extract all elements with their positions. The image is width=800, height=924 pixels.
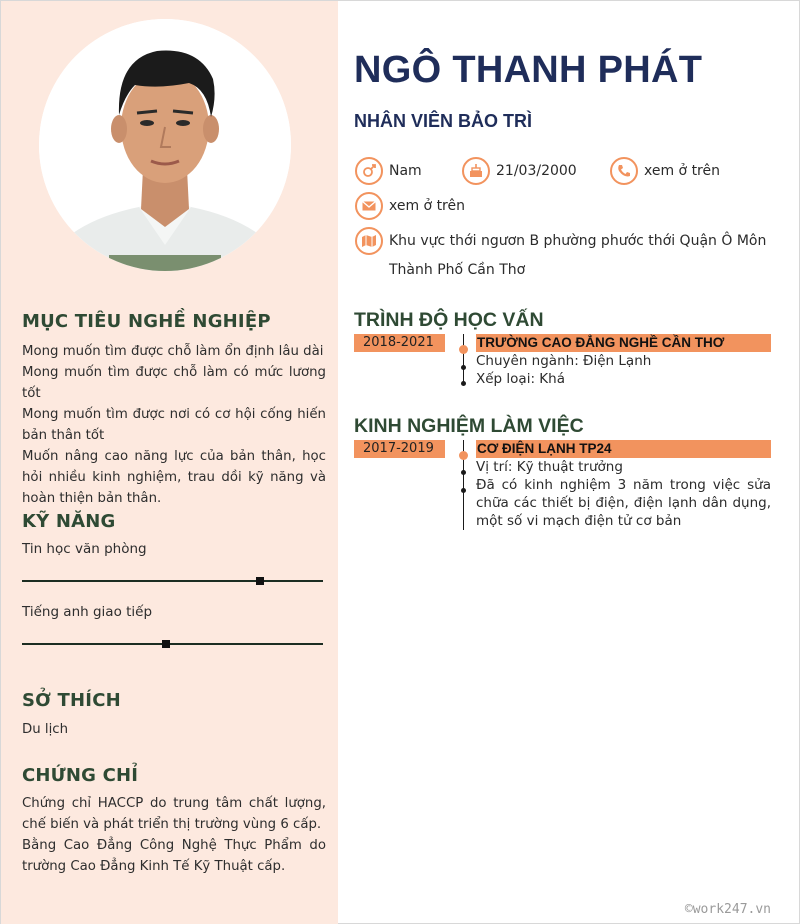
objective-line: Muốn nâng cao năng lực của bản thân, học hỏi nhiều kinh nghiệm, trau dồi kỹ năng và hoàn thiện bản thân. (22, 449, 326, 506)
address-line-1: Khu vực thới ngươn B phường phước thới Quận Ô Môn (389, 233, 767, 249)
address-line-2: Thành Phố Cần Thơ (389, 262, 526, 278)
job-title: NHÂN VIÊN BẢO TRÌ (354, 111, 533, 131)
timeline-dot (461, 381, 466, 386)
candidate-name: NGÔ THANH PHÁT (354, 49, 703, 91)
skill-name: Tin học văn phòng (22, 541, 147, 557)
education-title: TRÌNH ĐỘ HỌC VẤN (354, 309, 544, 331)
avatar-photo (39, 19, 291, 271)
timeline-dot (459, 451, 468, 460)
avatar (39, 19, 291, 271)
hobbies-title: SỞ THÍCH (22, 690, 121, 711)
timeline-dot (459, 345, 468, 354)
timeline-dot (461, 470, 466, 475)
objective-line: Mong muốn tìm được nơi có cơ hội cống hiến bản thân tốt (22, 407, 326, 443)
hobbies-text (22, 719, 326, 740)
skill-name: Tiếng anh giao tiếp (22, 604, 153, 620)
certificate-item: Chứng chỉ HACCP do trung tâm chất lượng, chế biến và phát triển thị trường vùng 6 cấp. (22, 796, 326, 832)
experience-position: Vị trí: Kỹ thuật trưởng (476, 459, 623, 475)
certificates-text (22, 793, 326, 877)
timeline-dot (461, 488, 466, 493)
phone-info (610, 157, 720, 185)
address-line-2-wrap (389, 262, 525, 278)
skills-title: KỸ NĂNG (22, 511, 116, 532)
birthday-value: 21/03/2000 (496, 163, 577, 179)
skill-bar (22, 643, 323, 645)
certificate-item: Bằng Cao Đẳng Công Nghệ Thực Phẩm do trường Cao Đẳng Kinh Tế Kỹ Thuật cấp. (22, 838, 326, 874)
gender-info (355, 157, 422, 185)
sidebar (1, 1, 338, 924)
experience-period: 2017-2019 (354, 440, 445, 458)
mail-icon (355, 192, 383, 220)
skill-bar (22, 580, 323, 582)
experience-title: KINH NGHIỆM LÀM VIỆC (354, 415, 584, 437)
hobby-item: Du lịch (22, 722, 69, 737)
email-value: xem ở trên (389, 198, 465, 214)
skill-level-marker (162, 640, 170, 648)
map-icon (355, 227, 383, 255)
phone-icon (610, 157, 638, 185)
gender-icon (355, 157, 383, 185)
objective-text (22, 341, 326, 509)
education-school: TRƯỜNG CAO ĐẲNG NGHỀ CẦN THƠ (476, 334, 771, 352)
watermark: ©work247.vn (684, 902, 771, 917)
phone-value: xem ở trên (644, 163, 720, 179)
education-major: Chuyên ngành: Điện Lạnh (476, 353, 652, 369)
objective-line: Mong muốn tìm được chỗ làm ổn định lâu dài (22, 344, 324, 359)
education-period: 2018-2021 (354, 334, 445, 352)
timeline-dot (461, 365, 466, 370)
gender-value: Nam (389, 163, 422, 179)
experience-description: Đã có kinh nghiệm 3 năm trong việc sửa chữa các thiết bị điện, điện lạnh dân dụng, một số vi mạch điện tử cơ bản (476, 477, 771, 529)
email-info (355, 192, 465, 220)
cake-icon (462, 157, 490, 185)
certificates-title: CHỨNG CHỈ (22, 765, 139, 786)
address-info (355, 227, 766, 255)
birthday-info (462, 157, 577, 185)
education-grade: Xếp loại: Khá (476, 371, 565, 387)
experience-company: CƠ ĐIỆN LẠNH TP24 (476, 440, 771, 458)
education-timeline (463, 334, 464, 384)
objective-title: MỤC TIÊU NGHỀ NGHIỆP (22, 311, 271, 332)
objective-line: Mong muốn tìm được chỗ làm có mức lương tốt (22, 365, 326, 401)
skill-level-marker (256, 577, 264, 585)
